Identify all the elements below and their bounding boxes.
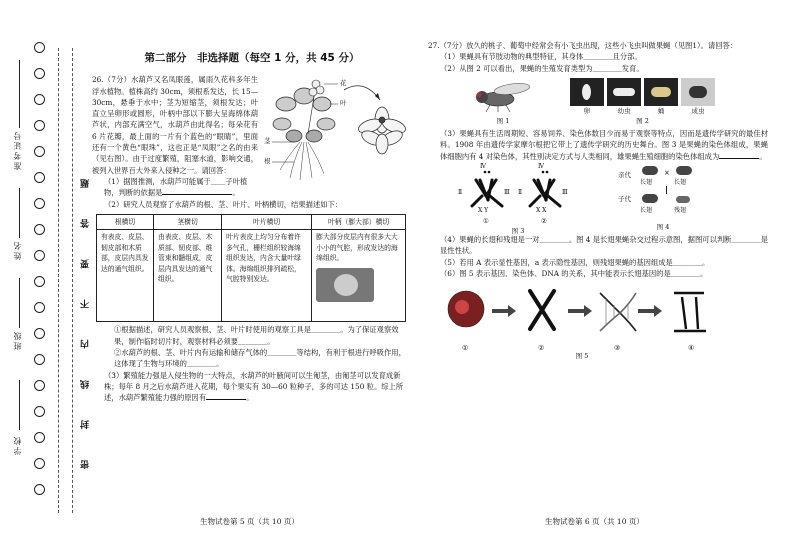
q26-1: （1）据图推测，水葫芦可能属于＿＿子叶植物，判断的依据是 。 (104, 176, 248, 198)
binding-hole (34, 172, 45, 183)
fly-icon (676, 166, 692, 175)
figure-1 (468, 79, 538, 126)
table-header: 根横切 (97, 214, 154, 230)
micrograph-image (316, 268, 374, 302)
q26-intro: 26.（7分）水葫芦又名凤眼莲，属雨久花科多年生浮水植物。植株高约 30cm，须根系发达，长 15—30cm，悬垂于水中；茎为短缩茎，须根发达；叶直立呈卵形或圆形，叶柄中部以下膨大呈海绵体葫芦状，内部充满空气，水葫芦由此得名；每朵花有 6 片花瓣，最上面的一片有个蓝色的“眼睛”，里面还有一个黄色“眼珠”，这也正是“凤眼”之名的由来（见右图）。由于过度繁殖，阻塞水道，影响交通，被列入世界百大外来入侵种之一。请回答： (92, 75, 258, 175)
ticket-line (19, 60, 20, 128)
fly-icon (676, 196, 690, 203)
binding-hole (34, 68, 45, 79)
water-hyacinth-figure (264, 74, 412, 184)
fly-icon (642, 194, 658, 203)
long-wing-label: 长翅 (640, 178, 653, 186)
table-cell: 有表皮、皮层、韧皮部和木质部，皮层内具发达的通气组织。 (97, 230, 154, 322)
figure-3-caption: 图 3 (511, 226, 525, 235)
binding-hole (34, 276, 45, 287)
q27-2: （2）从图 2 可以看出，果蝇的生殖发育类型为＿＿＿＿发育。 (440, 63, 644, 73)
school-line (19, 380, 20, 430)
fig-label-flower: 花 (340, 79, 347, 88)
chromosome-label: ① (483, 216, 489, 225)
binding-hole (34, 146, 45, 157)
egg-image (570, 78, 604, 106)
figures-3-4 (458, 162, 768, 235)
binding-hole (34, 406, 45, 417)
answer-blank[interactable] (162, 187, 232, 195)
binding-hole (34, 484, 45, 495)
page-6-footer: 生物试卷第 6 页（共 10 页） (545, 517, 644, 526)
binding-hole (34, 94, 45, 105)
page-6 (428, 40, 768, 359)
binding-hole (34, 354, 45, 365)
figure-3 (458, 162, 578, 235)
school-label: 学校 (13, 435, 22, 455)
larva-image (607, 78, 641, 106)
fig5-num: ② (538, 344, 545, 353)
q26-2: （2）研究人员观察了水葫芦的根、茎、叶片、叶柄横切，结果描述如下： (104, 199, 343, 209)
fig5-num: ④ (688, 344, 695, 353)
figure-4-caption: 图 4 (656, 222, 670, 231)
figure-5-caption: 图 5 (575, 352, 589, 361)
table-header: 叶片横切 (222, 214, 312, 230)
section-title: 第二部分 非选择题（每空 1 分，共 45 分） (144, 52, 360, 64)
figure-2 (570, 78, 715, 126)
ticket-label: 准考证号 (13, 130, 22, 170)
q27-4: （4）果蝇的长翅和残翅是一对＿＿＿＿。图 4 是长翅果蝇杂交过程示意图，据图可以判断＿＿＿＿是显性性状。 (440, 234, 768, 256)
binding-hole (34, 224, 45, 235)
class-label: 班级 (13, 330, 22, 350)
fig-label-root: 根 (264, 157, 271, 166)
table-cell: 叶片表皮上均匀分布着许多气孔，栅栏组织较海绵组织发达，内含大量叶绿体。海绵组织排列疏松，气腔特别发达。 (222, 230, 312, 322)
vestigial-wing-label: 残翅 (674, 206, 687, 214)
plant-drawing (264, 74, 412, 184)
fig5-num: ① (462, 344, 469, 353)
binding-hole (34, 250, 45, 261)
chromosome-label: Ⅳ (538, 162, 544, 170)
table-header: 叶柄（膨大部）横切 (312, 214, 406, 230)
chromosome-label: Ⅲ (504, 188, 510, 196)
figure-1-caption: 图 1 (496, 116, 510, 125)
binding-hole (34, 120, 45, 131)
chromosome-label: ② (541, 216, 547, 225)
long-wing-label: 长翅 (674, 178, 687, 186)
pupa-image (644, 78, 678, 106)
long-wing-label: 长翅 (640, 206, 653, 214)
chromosome-label: X Y (478, 206, 489, 214)
chromosome-label: Ⅱ (518, 188, 523, 196)
binding-dashed-line (58, 48, 59, 513)
arrow-down (666, 186, 667, 194)
fly-icon (642, 166, 658, 175)
parent-generation-label: 亲代 (618, 170, 631, 179)
figure-5 (442, 285, 742, 359)
stage-adult-label: 成虫 (691, 106, 705, 115)
name-line (19, 188, 20, 238)
adult-image (681, 78, 715, 106)
q26-2a: ①根据描述，研究人员观察根、茎、叶片时使用的观察工具是＿＿＿＿。为了保证观察效果，制作临时切片时，观察材料必须要＿＿＿＿。 (114, 325, 399, 346)
binding-hole (34, 432, 45, 443)
q26-2b: ②水葫芦的根、茎、叶片内有运输和储存气体的＿＿＿＿等结构，有利于根进行呼吸作用，这体现了生物与环境的＿＿＿＿。 (114, 347, 406, 369)
chromosome-label: X X (536, 206, 547, 214)
page-5-footer: 生物试卷第 5 页（共 10 页） (200, 517, 299, 526)
q26-3: （3）繁殖能力强是入侵生物的一大特点，水葫芦的叶腋间可以生匍茎，由匍茎可以发育成新株；每年 8 月之后水葫芦进入花期，每个果实有 30—60 粒种子，多的可达 150 粒。综上所述，水葫芦繁殖能力强的原因有 。 (104, 370, 404, 403)
binding-hole (34, 380, 45, 391)
name-label: 姓名 (13, 240, 22, 260)
figure-2-caption: 图 2 (636, 116, 649, 125)
chromosome-label: Ⅱ (458, 188, 463, 196)
page-5 (92, 40, 412, 403)
figures-1-2 (468, 78, 768, 126)
class-line (19, 278, 20, 328)
chromosome-label: Ⅲ (562, 188, 568, 196)
binding-dashed-line (72, 48, 73, 513)
gene-relationship-diagram (442, 285, 742, 345)
fig5-num: ③ (614, 344, 621, 353)
answer-blank[interactable] (719, 151, 759, 159)
table-header: 茎横切 (154, 214, 222, 230)
binding-hole (34, 328, 45, 339)
seal-text: 密 封 线 内 不 要 答 题 (81, 165, 91, 469)
binding-hole (34, 302, 45, 313)
table-cell: 膨大部分皮层内有很多大大小小的气腔，形成发达的海绵组织。 (312, 230, 406, 322)
cross-symbol: × (664, 168, 670, 177)
table-cell: 由表皮、皮层、木质部、韧皮部、维管束和髓组成，皮层内具发达的通气组织。 (154, 230, 222, 322)
offspring-generation-label: 子代 (618, 194, 631, 203)
q27-6: （6）图 5 表示基因、染色体、DNA 的关系，其中能表示长翅基因的是＿＿＿＿。 (440, 268, 708, 278)
q27-intro: 27.（7分）放久的桃子、葡萄中经常会有小飞虫出现，这些小飞虫叫做果蝇（见图1）。请回答： (428, 41, 738, 50)
binding-hole (34, 42, 45, 53)
q27-1: （1）果蝇具有节肢动物的典型特征，其身体＿＿＿＿且分部。 (440, 52, 642, 62)
stage-pupa-label: 蛹 (657, 106, 665, 115)
q27-3: （3）果蝇具有生活周期短、容易饲养、染色体数目少而易于观察等特点，因而是遗传学研究的最佳材料。1908 年由遗传学家摩尔根把它带上了遗传学研究的历史舞台。图 3 是果蝇的染色体组成，果蝇体细胞内有 4 对染色体，其性别决定方式与人类相同，雄果蝇生殖细胞的染色体组成为 。 (440, 129, 768, 161)
stage-larva-label: 幼虫 (617, 106, 631, 115)
observation-table (96, 214, 406, 323)
fig-label-stem: 茎 (264, 137, 271, 146)
fruit-fly-icon (468, 79, 538, 113)
chromosome-label: Ⅳ (480, 162, 486, 170)
stage-egg-label: 卵 (583, 106, 591, 115)
figure-4 (618, 166, 708, 232)
binding-hole (34, 458, 45, 469)
fig-label-leaf: 叶 (340, 99, 347, 108)
binding-hole (34, 198, 45, 209)
answer-blank[interactable] (206, 392, 246, 400)
q27-5: （5）若用 A 表示显性基因，a 表示隐性基因，则残翅果蝇的基因组成是＿＿＿＿。 (440, 257, 710, 267)
